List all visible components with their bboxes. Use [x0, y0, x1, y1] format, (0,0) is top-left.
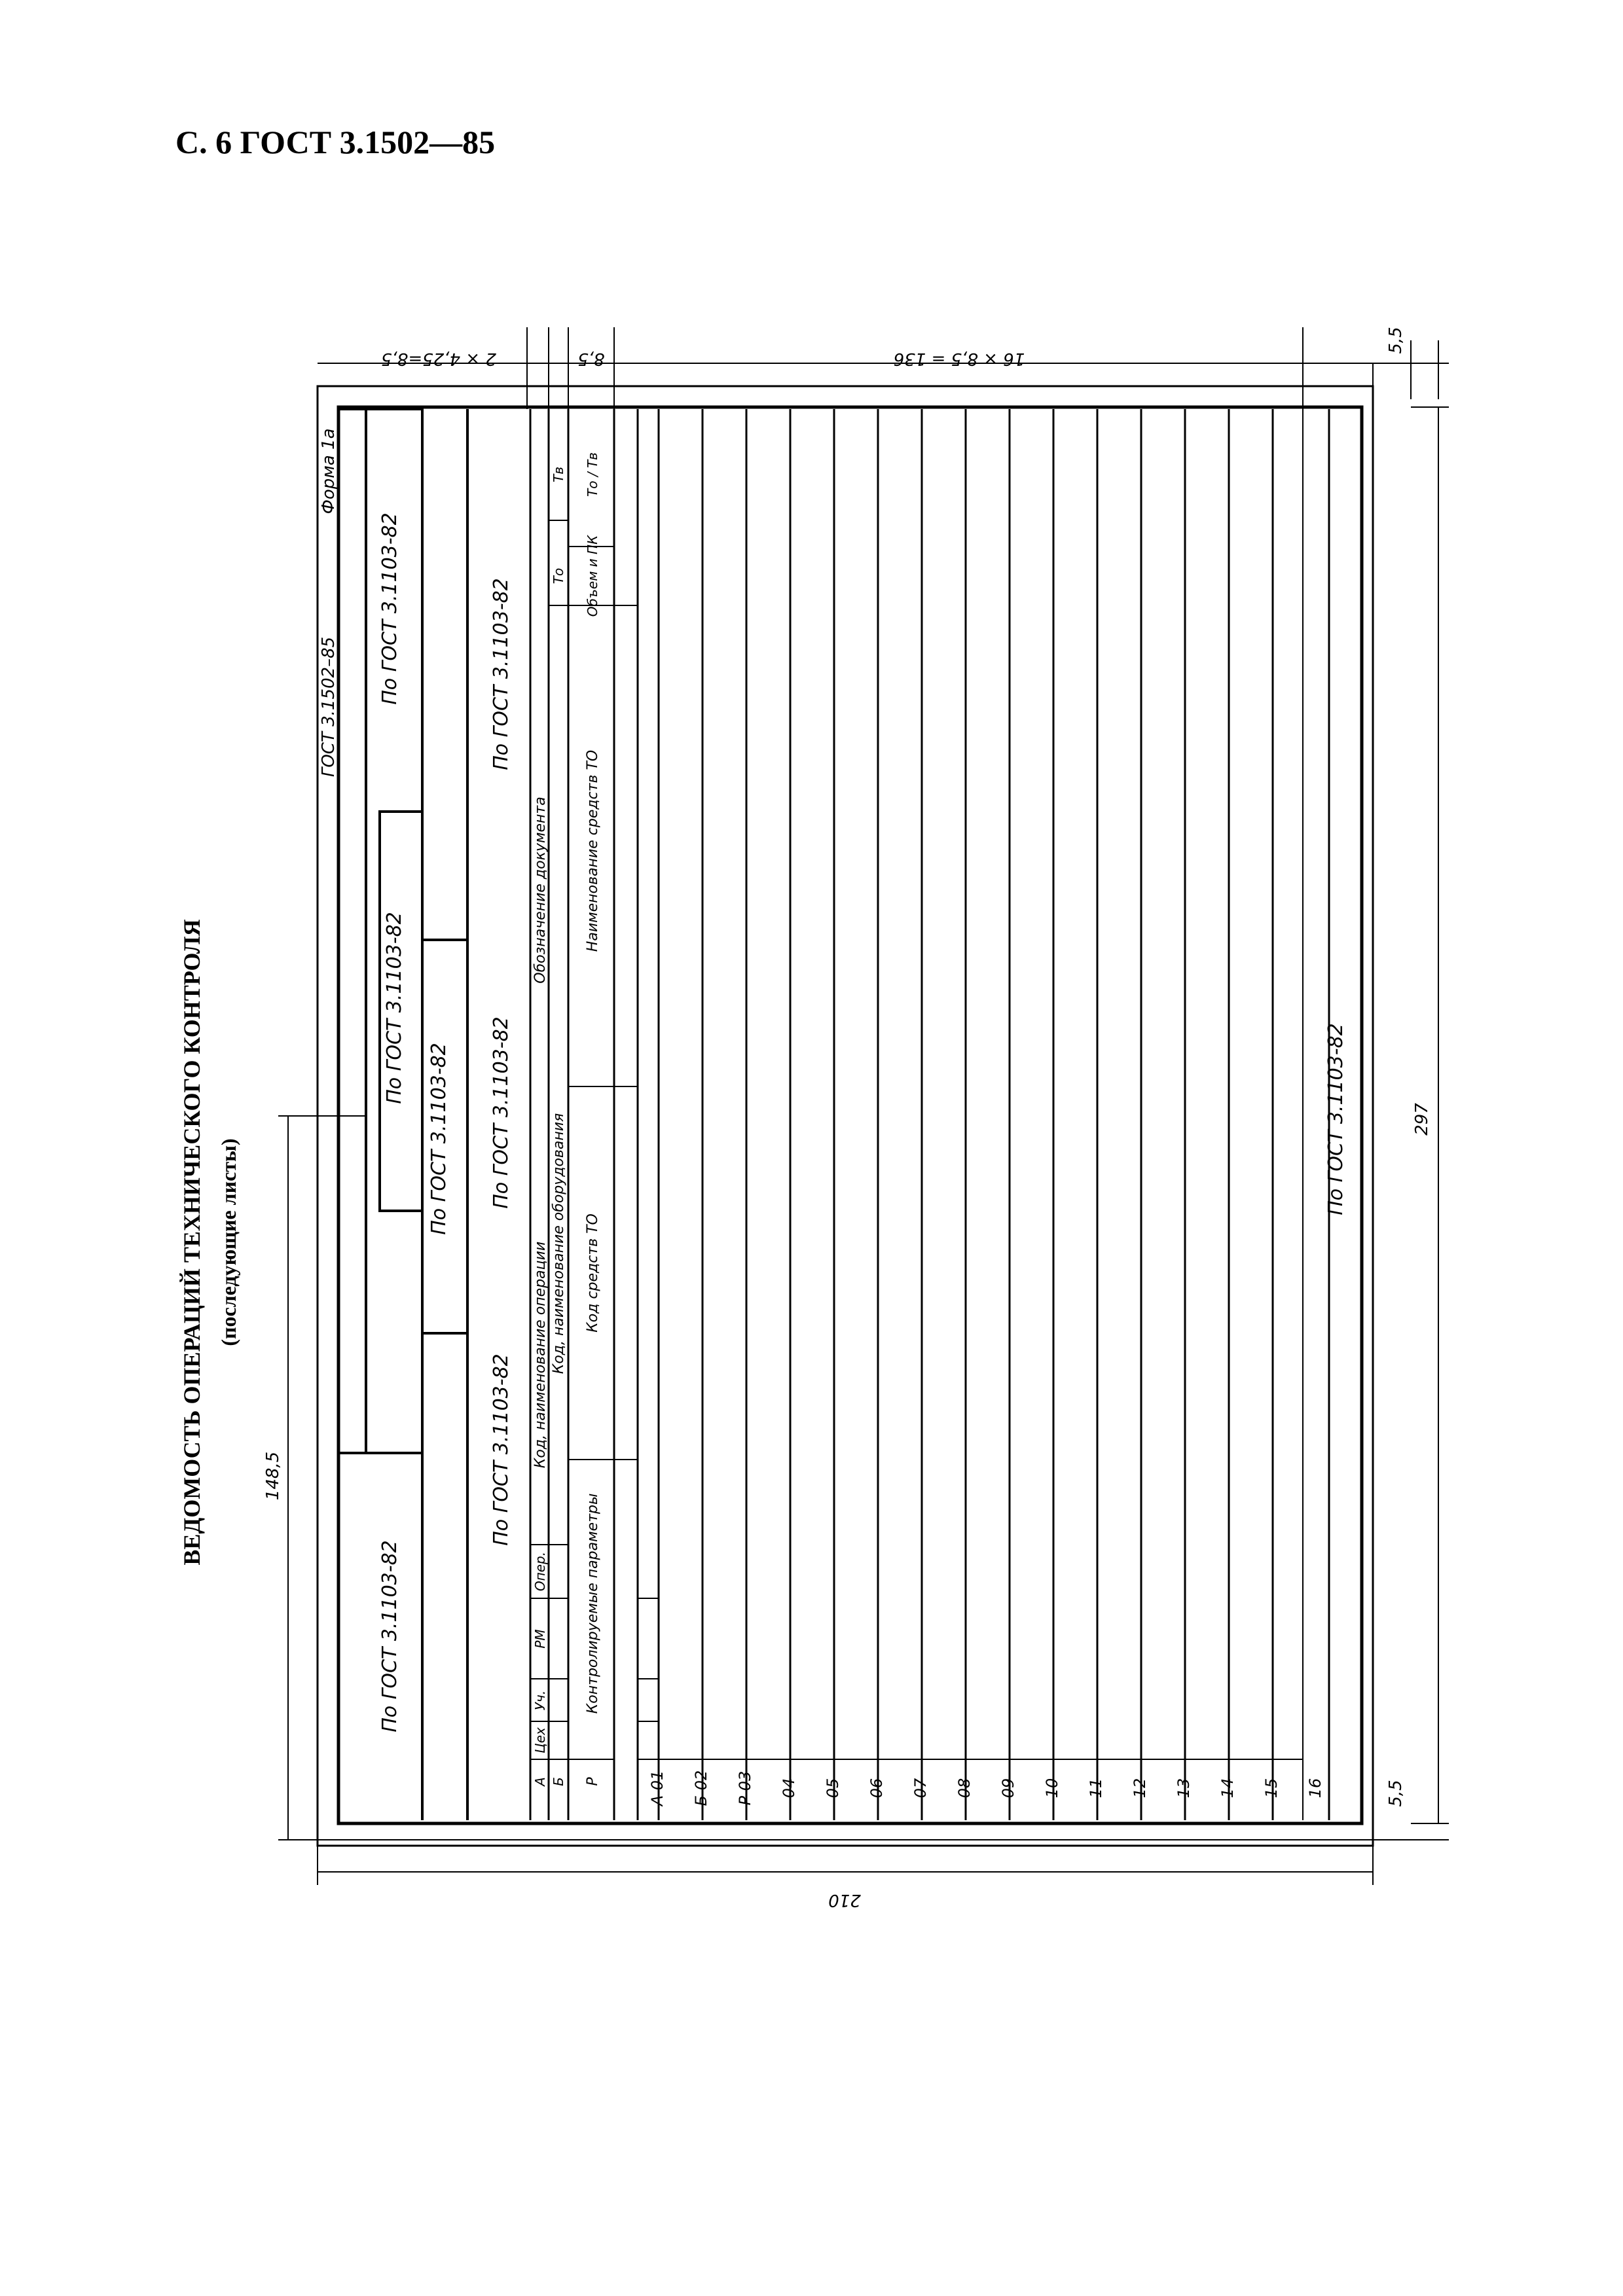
dim-length: 297: [1412, 1103, 1432, 1136]
row-id-7: 07: [911, 1778, 930, 1799]
row-id-5: 05: [824, 1778, 842, 1799]
row-id-column: [638, 1598, 1303, 1759]
row-id-2: Б 02: [692, 1770, 710, 1806]
form-std: ГОСТ 3.1502–85: [319, 636, 338, 778]
letter-r: Р: [585, 1777, 601, 1786]
letter-b: Б: [551, 1777, 566, 1786]
hdr-a-doc: Обозначение документа: [532, 797, 549, 984]
hdr-b-tv: Тв: [551, 466, 566, 483]
dim-right-top: 5,5: [1386, 327, 1406, 354]
ref-4: По ГОСТ 3.1103-82: [378, 1540, 401, 1732]
row-id-1: А 01: [648, 1770, 666, 1806]
ref-8: По ГОСТ 3.1103-82: [1324, 1023, 1347, 1215]
row-id-8: 08: [955, 1778, 974, 1799]
hdr-a-rm: РМ: [532, 1629, 548, 1649]
dim-top-left: 2 × 4,25=8,5: [381, 349, 496, 368]
ref-2: По ГОСТ 3.1103-82: [383, 912, 406, 1104]
letter-a: А: [532, 1777, 548, 1786]
form-title: ВЕДОМОСТЬ ОПЕРАЦИЙ ТЕХНИЧЕСКОГО КОНТРОЛЯ: [179, 919, 205, 1566]
hdr-r-volume: Объем и ПК: [585, 535, 600, 617]
hdr-a-oper: Опер.: [532, 1551, 548, 1592]
row-id-10: 10: [1043, 1778, 1061, 1799]
dim-left-height: 148,5: [263, 1451, 283, 1501]
data-rows: [790, 409, 1329, 1820]
ref-7: По ГОСТ 3.1103-82: [490, 1354, 513, 1546]
row-id-16: 16: [1306, 1778, 1324, 1799]
row-id-9: 09: [999, 1778, 1017, 1799]
row-id-3: Р 03: [736, 1770, 754, 1806]
page-header: С. 6 ГОСТ 3.1502—85: [175, 124, 496, 160]
row-ids: [648, 1770, 1324, 1808]
hdr-b-equip: Код, наименование оборудования: [551, 1113, 567, 1374]
hdr-r-name: Наименование средств ТО: [585, 749, 601, 952]
hdr-b-to: То: [551, 567, 566, 584]
form-subtitle: (последующие листы): [217, 1138, 240, 1346]
ref-6: По ГОСТ 3.1103-82: [490, 1016, 513, 1209]
hdr-a-code: Код, наименование операции: [532, 1241, 549, 1469]
dim-width: 210: [828, 1890, 861, 1910]
row-id-11: 11: [1087, 1778, 1105, 1799]
dim-top-right: 16 × 8,5 = 136: [893, 349, 1025, 368]
form-label: Форма 1а: [319, 428, 338, 514]
hdr-r-code: Код средств ТО: [585, 1213, 601, 1333]
row-id-14: 14: [1218, 1778, 1237, 1799]
row-id-6: 06: [867, 1778, 886, 1799]
row-id-12: 12: [1131, 1778, 1149, 1799]
dim-top-mid: 8,5: [577, 349, 605, 368]
ref-1: По ГОСТ 3.1103-82: [378, 512, 401, 705]
ref-5: По ГОСТ 3.1103-82: [490, 578, 513, 770]
ref-3: По ГОСТ 3.1103-82: [428, 1043, 450, 1235]
dim-right-bottom: 5,5: [1386, 1780, 1406, 1807]
hdr-a-tsekh: Цех: [532, 1727, 548, 1753]
row-id-15: 15: [1262, 1778, 1281, 1799]
hdr-r-params: Контролируемые параметры: [585, 1493, 601, 1714]
row-id-4: 04: [780, 1778, 798, 1799]
row-id-13: 13: [1175, 1778, 1193, 1799]
hdr-a-uch: Уч.: [532, 1690, 548, 1711]
sheet-border: [318, 386, 1373, 1846]
hdr-r-tots: То / Тв: [585, 452, 600, 497]
